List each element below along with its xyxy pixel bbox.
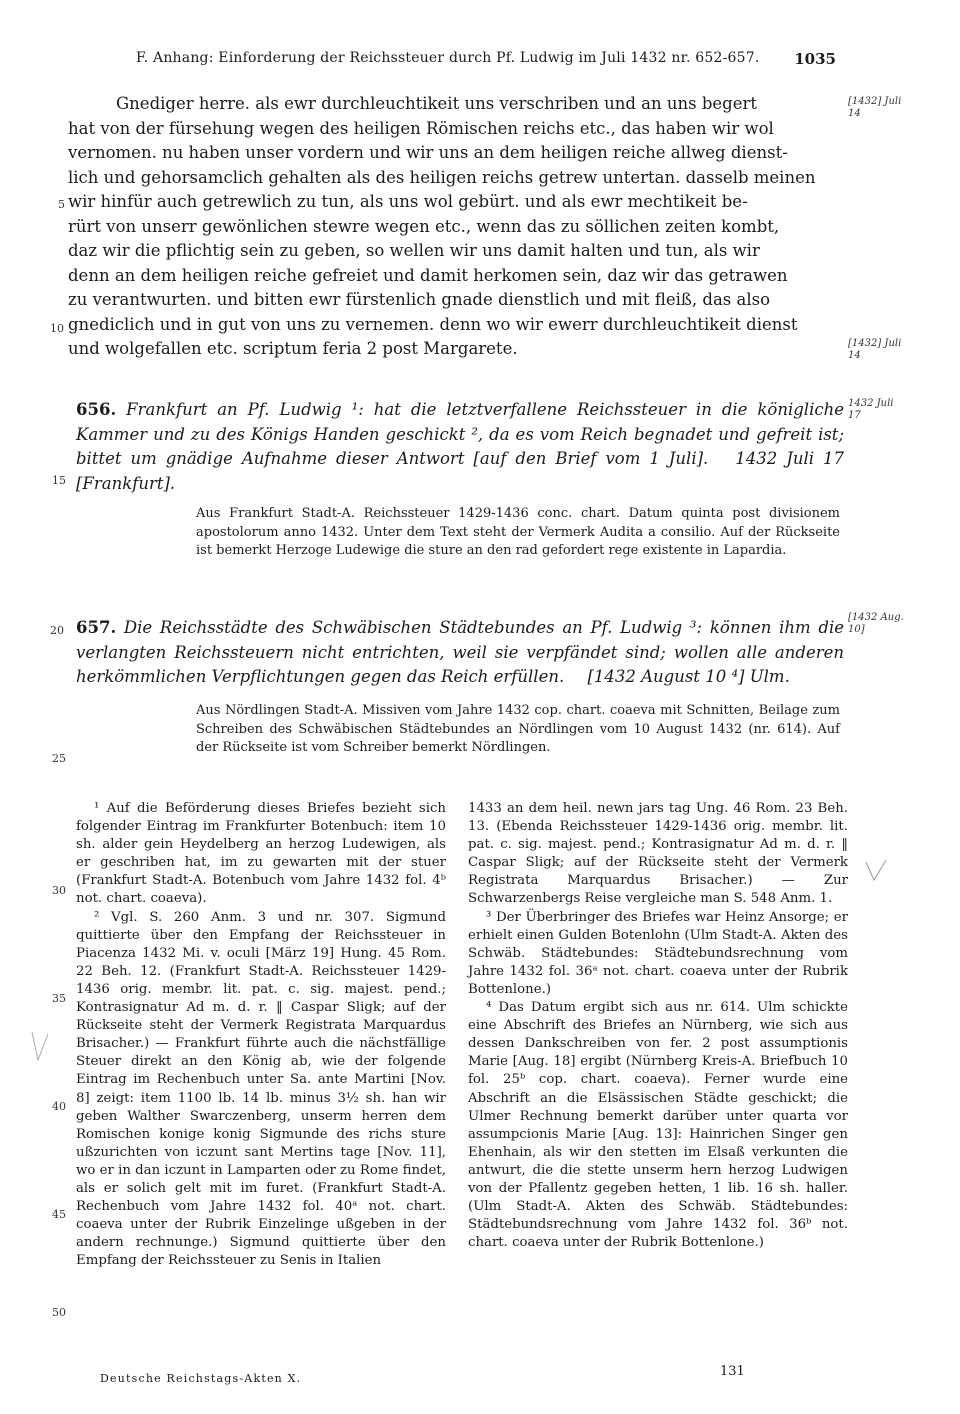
entry-number: 657. bbox=[76, 618, 117, 637]
margin-date: [1432] Juli 14 bbox=[848, 338, 902, 361]
line-number: 5 bbox=[58, 198, 65, 211]
entry-656 bbox=[76, 398, 844, 496]
entry-657-source bbox=[196, 702, 840, 758]
line-number: 20 bbox=[50, 624, 64, 637]
margin-date: [1432] Juli 14 bbox=[848, 96, 902, 119]
pencil-check-mark bbox=[28, 1030, 52, 1064]
letter-line: denn an dem heiligen reiche gefreiet und damit herkomen sein, daz wir das getrawen bbox=[68, 265, 788, 285]
series-footer: Deutsche Reichstags-Akten X. bbox=[100, 1372, 302, 1385]
entry-date: 1432 Juli 17 [Frankfurt]. bbox=[76, 449, 845, 493]
footnote: 1433 an dem heil. newn jars tag Ung. 46 Rom. 23 Beh. 13. (Ebenda Reichssteuer 1429-1436 orig. membr. lit. pat. c. sig. majest. pend.; Kontrasignatur Ad m. d. r. ‖ Caspar Sligk; auf der Rückseite steht der Vermerk Registrata Marquardus Brisacher.) — Zur Schwarzenbergs Reise vergleiche man S. 548 Anm. 1. bbox=[468, 801, 848, 907]
letter-line: gnediclich und in gut von uns zu vernemen. denn wo wir ewerr durchleuchtikeit dienst bbox=[68, 314, 798, 334]
signature-mark: 131 bbox=[720, 1364, 745, 1379]
letter-line: rürt von unserr gewönlichen stewre wegen etc., wenn das zu söllichen zeiten kombt, bbox=[68, 216, 780, 236]
letter-line: hat von der fürsehung wegen des heiligen Römischen reichs etc., das haben wir wol bbox=[68, 118, 774, 138]
letter-line: und wolgefallen etc. scriptum feria 2 post Margarete. bbox=[68, 339, 518, 358]
footnotes-left-column bbox=[76, 800, 446, 1270]
line-number: 40 bbox=[52, 1100, 66, 1113]
letter-body bbox=[68, 92, 848, 362]
line-number: 25 bbox=[52, 752, 66, 765]
footnote: ¹ Auf die Beförderung dieses Briefes bezieht sich folgender Eintrag im Frankfurter Botenbuch: item 10 sh. alder gein Heydelberg an herzog Ludewigen, als er geschriben hat, im zu gewarten mit der stuer (Frankfurt Stadt-A. Botenbuch vom Jahre 1432 fol. 4ᵇ not. chart. coaeva). bbox=[76, 801, 446, 907]
source-note: Aus Nördlingen Stadt-A. Missiven vom Jahre 1432 cop. chart. coaeva mit Schnitten, Beilage zum Schreiben des Schwäbischen Städtebundes an Nördlingen vom 10 August 1432 (nr. 614). Auf der Rückseite ist vom Schreiber bemerkt Nördlingen. bbox=[196, 703, 840, 755]
letter-line: vernomen. nu haben unser vordern und wir uns an dem heiligen reiche allweg dienst- bbox=[68, 143, 788, 162]
pencil-check-mark bbox=[864, 858, 888, 884]
entry-summary: Die Reichsstädte des Schwäbischen Städtebundes an Pf. Ludwig ³: können ihm die verlangten Reichssteuern nicht entrichten, weil sie verpfändet sind; wollen alle anderen herkömmlichen Verpflichtungen gegen das Reich erfüllen. bbox=[76, 618, 844, 686]
entry-657 bbox=[76, 616, 844, 690]
entry-number: 656. bbox=[76, 400, 117, 419]
margin-date: [1432 Aug. 10] bbox=[848, 612, 904, 635]
letter-line: Gnediger herre. als ewr durchleuchtikeit uns verschriben und an uns begert bbox=[116, 94, 757, 113]
letter-line: lich und gehorsamclich gehalten als des heiligen reichs getrew untertan. dasselb meinen bbox=[68, 167, 816, 187]
footnote: ³ Der Überbringer des Briefes war Heinz Ansorge; er erhielt einen Gulden Botenlohn (Ulm Stadt-A. Akten des Schwäb. Städtebundes: Städtebundsrechnung vom Jahre 1432 fol. 36ᵃ not. chart. coaeva unter der Rubrik Bottenlone.) bbox=[468, 909, 848, 997]
footnote: ⁴ Das Datum ergibt sich aus nr. 614. Ulm schickte eine Abschrift des Briefes an Nürnberg, wie sich aus dessen Dankschreiben von fer. 2 post assumptionis Marie [Aug. 18] ergibt (Nürnberg Kreis-A. Briefbuch 10 fol. 25ᵇ cop. chart. coaeva). Ferner wurde eine Abschrift an die Elsässischen Städte geschickt; die Ulmer Rechnung bemerkt darüber unter quarta vor assumpcionis Marie [Aug. 13]: Hainrichen Singer gen Ehenhain, als wir den stetten im Elsaß verkunten die antwurt, die die stette unserm hern herzog Ludwigen von der Pfallentz gegeben hetten, 1 lib. 16 sh. haller. (Ulm Stadt-A. Akten des Schwäb. Städtebundes: Städtebundsrechnung vom Jahre 1432 fol. 36ᵇ not. chart. coaeva unter der Rubrik Bottenlone.) bbox=[468, 1000, 848, 1251]
line-number: 30 bbox=[52, 884, 66, 897]
page-number: 1035 bbox=[794, 50, 836, 68]
entry-summary: Frankfurt an Pf. Ludwig ¹: hat die letztverfallene Reichssteuer in die königliche Kammer und zu des Königs Handen geschickt ², da es vom Reich begnadet und gefreit ist; bittet um gnädige Aufnahme dieser Antwort [auf den Brief vom 1 Juli]. bbox=[76, 400, 844, 468]
footnote: ² Vgl. S. 260 Anm. 3 und nr. 307. Sigmund quittierte über den Empfang der Reichssteuer in Piacenza 1432 Mi. v. oculi [März 19] Hung. 45 Rom. 22 Beh. 12. (Frankfurt Stadt-A. Reichssteuer 1429-1436 orig. membr. lit. pat. c. sig. majest. pend.; Kontrasignatur Ad m. d. r. ‖ Caspar Sligk; auf der Rückseite steht der Vermerk Registrata Marquardus Brisacher.) — Frankfurt führte auch die nächstfällige Steuer direkt an den König ab, wie der folgende Eintrag im Rechenbuch unter Sa. ante Martini [Nov. 8] zeigt: item 1100 lb. 14 lb. minus 3½ sh. han wir geben Walther Swarczenberg, unserm herren dem Romischen konige konig Sigmunde des richs sture ußzurichten von iczunt sant Mertins tage [Nov. 11], wo er in dan iczunt in Lamparten oder zu Rome findet, als er solich gelt mit im furet. (Frankfurt Stadt-A. Rechenbuch vom Jahre 1432 fol. 40ᵃ not. chart. coaeva unter der Rubrik Einzelinge ußgeben in der andern rechnunge.) Sigmund quittierte über den Empfang der Reichssteuer zu Senis in Italien bbox=[76, 909, 446, 1269]
line-number: 35 bbox=[52, 992, 66, 1005]
margin-date: 1432 Juli 17 bbox=[848, 398, 894, 421]
letter-line: daz wir die pflichtig sein zu geben, so wellen wir uns damit halten und tun, als wir bbox=[68, 241, 760, 260]
line-number: 50 bbox=[52, 1306, 66, 1319]
line-number: 45 bbox=[52, 1208, 66, 1221]
line-number: 10 bbox=[50, 322, 64, 335]
letter-line: zu verantwurten. und bitten ewr fürstenlich gnade dienstlich und mit fleiß, das also bbox=[68, 290, 771, 309]
source-note: Aus Frankfurt Stadt-A. Reichssteuer 1429-1436 conc. chart. Datum quinta post divisionem apostolorum anno 1432. Unter dem Text steht der Vermerk Audita a consilio. Auf der Rückseite ist bemerkt Herzoge Ludewige die sture an den rad gefordert rege existente in Lapardia. bbox=[196, 506, 840, 558]
letter-line: wir hinfür auch getrewlich zu tun, als uns wol gebürt. und als ewr mechtikeit be- bbox=[68, 192, 748, 211]
line-number: 15 bbox=[52, 474, 66, 487]
entry-656-source bbox=[196, 505, 840, 561]
footnotes-right-column bbox=[468, 800, 848, 1252]
entry-date: [1432 August 10 ⁴] Ulm. bbox=[587, 667, 790, 686]
header-title: F. Anhang: Einforderung der Reichssteuer durch Pf. Ludwig im Juli 1432 nr. 652-657. bbox=[136, 50, 760, 66]
running-header bbox=[96, 50, 836, 76]
